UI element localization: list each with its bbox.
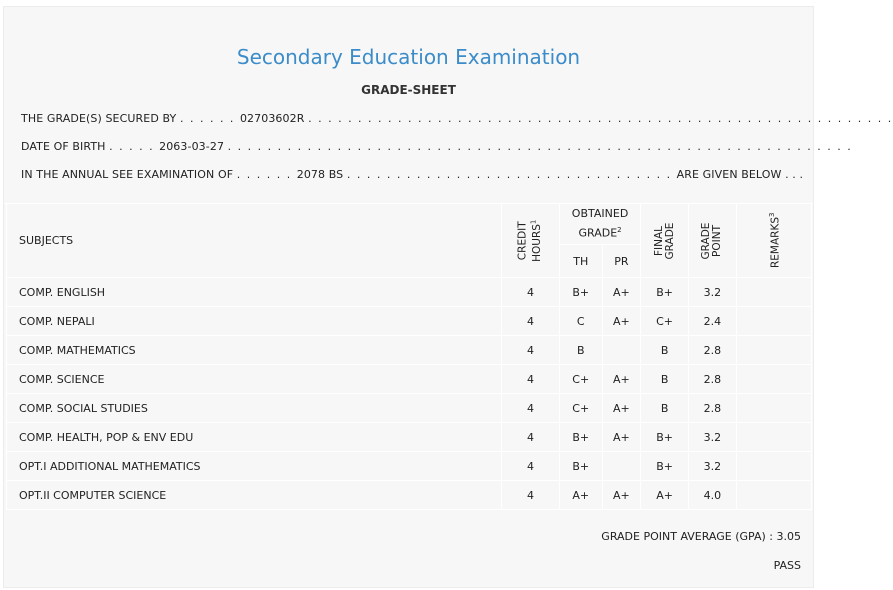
gpa-line	[601, 530, 801, 543]
table-row	[7, 452, 812, 481]
credit-hours-cell: 4	[501, 452, 559, 481]
remarks-cell	[736, 336, 811, 365]
page-title: Secondary Education Examination	[236, 45, 581, 69]
result-status: PASS	[773, 559, 801, 572]
credit-hours-cell: 4	[501, 481, 559, 510]
gpa-value: 3.05	[776, 530, 801, 543]
final-grade-cell: B	[641, 394, 689, 423]
exam-label: IN THE ANNUAL SEE EXAMINATION OF	[21, 168, 234, 181]
practical-grade-cell: A+	[602, 307, 641, 336]
grade-point-cell: 4.0	[688, 481, 736, 510]
grade-point-cell: 3.2	[688, 423, 736, 452]
symbol-number: 02703602R	[239, 112, 305, 125]
dob-label: DATE OF BIRTH	[21, 140, 106, 153]
subject-cell: COMP. SOCIAL STUDIES	[7, 394, 502, 423]
subject-cell: COMP. SCIENCE	[7, 365, 502, 394]
remarks-cell	[736, 307, 811, 336]
table-row	[7, 278, 812, 307]
practical-grade-cell: A+	[602, 423, 641, 452]
grade-point-cell: 2.8	[688, 365, 736, 394]
theory-grade-cell: B	[559, 336, 602, 365]
remarks-cell	[736, 452, 811, 481]
grade-point-cell: 2.8	[688, 336, 736, 365]
grades-table	[6, 203, 812, 510]
grade-point-cell: 3.2	[688, 452, 736, 481]
header-final-grade: FINAL GRADE	[641, 204, 689, 278]
grade-sheet	[3, 6, 893, 588]
table-row	[7, 307, 812, 336]
exam-year: 2078 BS	[296, 168, 344, 181]
remarks-cell	[736, 423, 811, 452]
grade-sheet-heading: GRADE-SHEET	[361, 83, 456, 97]
header-pr: PR	[602, 245, 641, 278]
practical-grade-cell: A+	[602, 365, 641, 394]
table-row	[7, 365, 812, 394]
credit-hours-cell: 4	[501, 394, 559, 423]
header-subjects: SUBJECTS	[7, 204, 502, 278]
theory-grade-cell: B+	[559, 278, 602, 307]
grade-point-cell: 3.2	[688, 278, 736, 307]
final-grade-cell: B+	[641, 278, 689, 307]
header-grade-point: GRADE POINT	[688, 204, 736, 278]
secured-by-line: THE GRADE(S) SECURED BY . . . . . . 02703602R . . . . . . . . . . . . . . . . . . . . . . . . . . . . . . . . . . . . . . . . . . . . . . . . . . . . . . . . . . .	[21, 112, 893, 125]
remarks-cell	[736, 365, 811, 394]
theory-grade-cell: C+	[559, 394, 602, 423]
exam-line: IN THE ANNUAL SEE EXAMINATION OF . . . . . . 2078 BS . . . . . . . . . . . . . . . . . . . . . . . . . . . . . . . . . ARE GIVEN BELOW . . .	[21, 168, 804, 181]
practical-grade-cell: A+	[602, 278, 641, 307]
final-grade-cell: B	[641, 336, 689, 365]
header-th: TH	[559, 245, 602, 278]
credit-hours-cell: 4	[501, 336, 559, 365]
header-remarks: REMARKS$^3$	[736, 204, 811, 278]
subject-cell: OPT.I ADDITIONAL MATHEMATICS	[7, 452, 502, 481]
theory-grade-cell: B+	[559, 452, 602, 481]
practical-grade-cell	[602, 452, 641, 481]
final-grade-cell: C+	[641, 307, 689, 336]
subject-cell: OPT.II COMPUTER SCIENCE	[7, 481, 502, 510]
table-row	[7, 394, 812, 423]
practical-grade-cell: A+	[602, 481, 641, 510]
theory-grade-cell: B+	[559, 423, 602, 452]
table-row	[7, 423, 812, 452]
credit-hours-cell: 4	[501, 307, 559, 336]
subject-cell: COMP. ENGLISH	[7, 278, 502, 307]
dob-line: DATE OF BIRTH . . . . . 2063-03-27 . . . . . . . . . . . . . . . . . . . . . . . . . . . . . . . . . . . . . . . . . . . . . . . . . . . . . . . . . . . . . . .	[21, 140, 853, 153]
theory-grade-cell: C	[559, 307, 602, 336]
subject-cell: COMP. MATHEMATICS	[7, 336, 502, 365]
practical-grade-cell	[602, 336, 641, 365]
final-grade-cell: B+	[641, 452, 689, 481]
remarks-cell	[736, 278, 811, 307]
final-grade-cell: B	[641, 365, 689, 394]
grade-point-cell: 2.8	[688, 394, 736, 423]
subject-cell: COMP. HEALTH, POP & ENV EDU	[7, 423, 502, 452]
theory-grade-cell: A+	[559, 481, 602, 510]
remarks-cell	[736, 394, 811, 423]
credit-hours-cell: 4	[501, 365, 559, 394]
final-grade-cell: A+	[641, 481, 689, 510]
header-obtained-grade: OBTAINED GRADE$^2$	[559, 204, 640, 245]
secured-by-label: THE GRADE(S) SECURED BY	[21, 112, 177, 125]
theory-grade-cell: C+	[559, 365, 602, 394]
table-row	[7, 336, 812, 365]
grade-point-cell: 2.4	[688, 307, 736, 336]
dob-value: 2063-03-27	[159, 140, 225, 153]
practical-grade-cell: A+	[602, 394, 641, 423]
remarks-cell	[736, 481, 811, 510]
given-below-text: ARE GIVEN BELOW . . .	[676, 168, 804, 181]
table-row	[7, 481, 812, 510]
subject-cell: COMP. NEPALI	[7, 307, 502, 336]
header-credit-hours: CREDIT HOURS$^1$	[501, 204, 559, 278]
credit-hours-cell: 4	[501, 278, 559, 307]
final-grade-cell: B+	[641, 423, 689, 452]
gpa-label: GRADE POINT AVERAGE (GPA) :	[601, 530, 773, 543]
credit-hours-cell: 4	[501, 423, 559, 452]
